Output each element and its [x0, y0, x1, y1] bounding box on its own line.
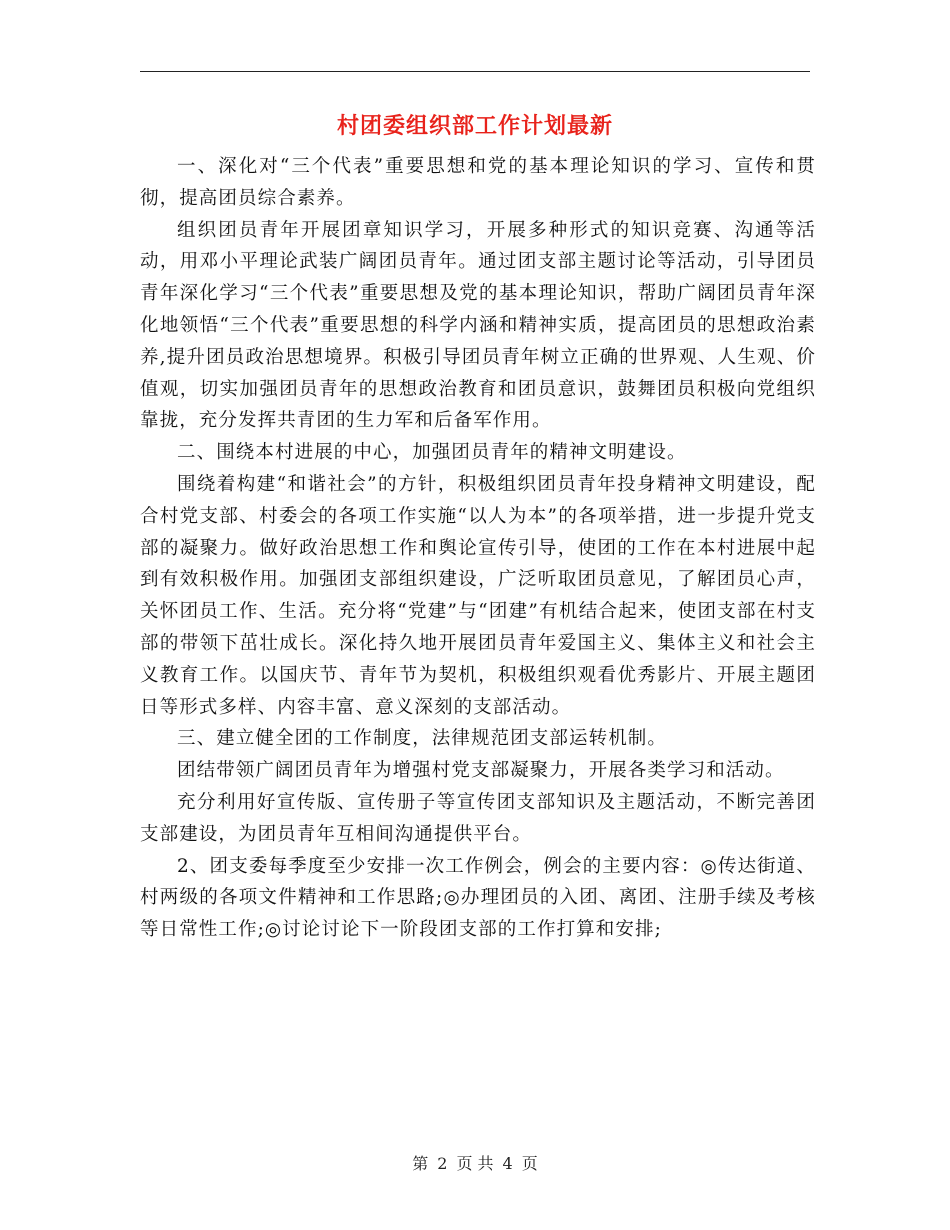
footer-prefix: 第: [412, 1154, 429, 1173]
paragraph-section-1-body: 组织团员青年开展团章知识学习，开展多种形式的知识竞赛、沟通等活动，用邓小平理论武装广阔团员青年。通过团支部主题讨论等活动，引导团员青年深化学习“三个代表”重要思想及党的基本理论知识，帮助广阔团员青年深化地领悟“三个代表”重要思想的科学内涵和精神实质，提高团员的思想政治素养,提升团员政治思想境界。积极引导团员青年树立正确的世界观、人生观、价值观，切实加强团员青年的思想政治教育和团员意识，鼓舞团员积极向党组织靠拢，充分发挥共青团的生力军和后备军作用。: [140, 219, 816, 432]
footer-suffix: 页: [521, 1154, 538, 1173]
paragraph-section-3-body-2: 充分利用好宣传版、宣传册子等宣传团支部知识及主题活动，不断完善团支部建设，为团员青年互相间沟通提供平台。: [140, 791, 816, 845]
footer-page-current: 2: [437, 1154, 448, 1173]
paragraph-section-1-heading: 一、深化对“三个代表”重要思想和党的基本理论知识的学习、宣传和贯彻，提高团员综合素养。: [140, 156, 816, 209]
paragraph-section-3-item-2: 2、团支委每季度至少安排一次工作例会，例会的主要内容：◎传达街道、村两级的各项文件精神和工作思路;◎办理团员的入团、离团、注册手续及考核等日常性工作;◎讨论讨论下一阶段团支部的工作打算和安排;: [140, 855, 816, 941]
paragraph-section-2-heading: 二、围绕本村进展的中心，加强团员青年的精神文明建设。: [177, 442, 687, 464]
footer-middle: 页 共: [456, 1154, 494, 1173]
document-body: [140, 151, 816, 946]
header-rule: [140, 71, 810, 72]
paragraph-section-3-body-1: 团结带领广阔团员青年为增强村党支部凝聚力，开展各类学习和活动。: [177, 760, 785, 782]
paragraph-section-2-body: 围绕着构建“和谐社会”的方针，积极组织团员青年投身精神文明建设，配合村党支部、村委会的各项工作实施“以人为本”的各项举措，进一步提升党支部的凝聚力。做好政治思想工作和舆论宣传引导，使团的工作在本村进展中起到有效积极作用。加强团支部组织建设，广泛听取团员意见，了解团员心声，关怀团员工作、生活。充分将“党建”与“团建”有机结合起来，使团支部在村支部的带领下茁壮成长。深化持久地开展团员青年爱国主义、集体主义和社会主义教育工作。以国庆节、青年节为契机，积极组织观看优秀影片、开展主题团日等形式多样、内容丰富、意义深刻的支部活动。: [140, 473, 816, 718]
document-title: 村团委组织部工作计划最新: [336, 113, 613, 139]
paragraph-section-3-heading: 三、建立健全团的工作制度，法律规范团支部运转机制。: [177, 728, 668, 750]
page-footer: [0, 1153, 950, 1175]
footer-page-total: 4: [502, 1154, 513, 1173]
